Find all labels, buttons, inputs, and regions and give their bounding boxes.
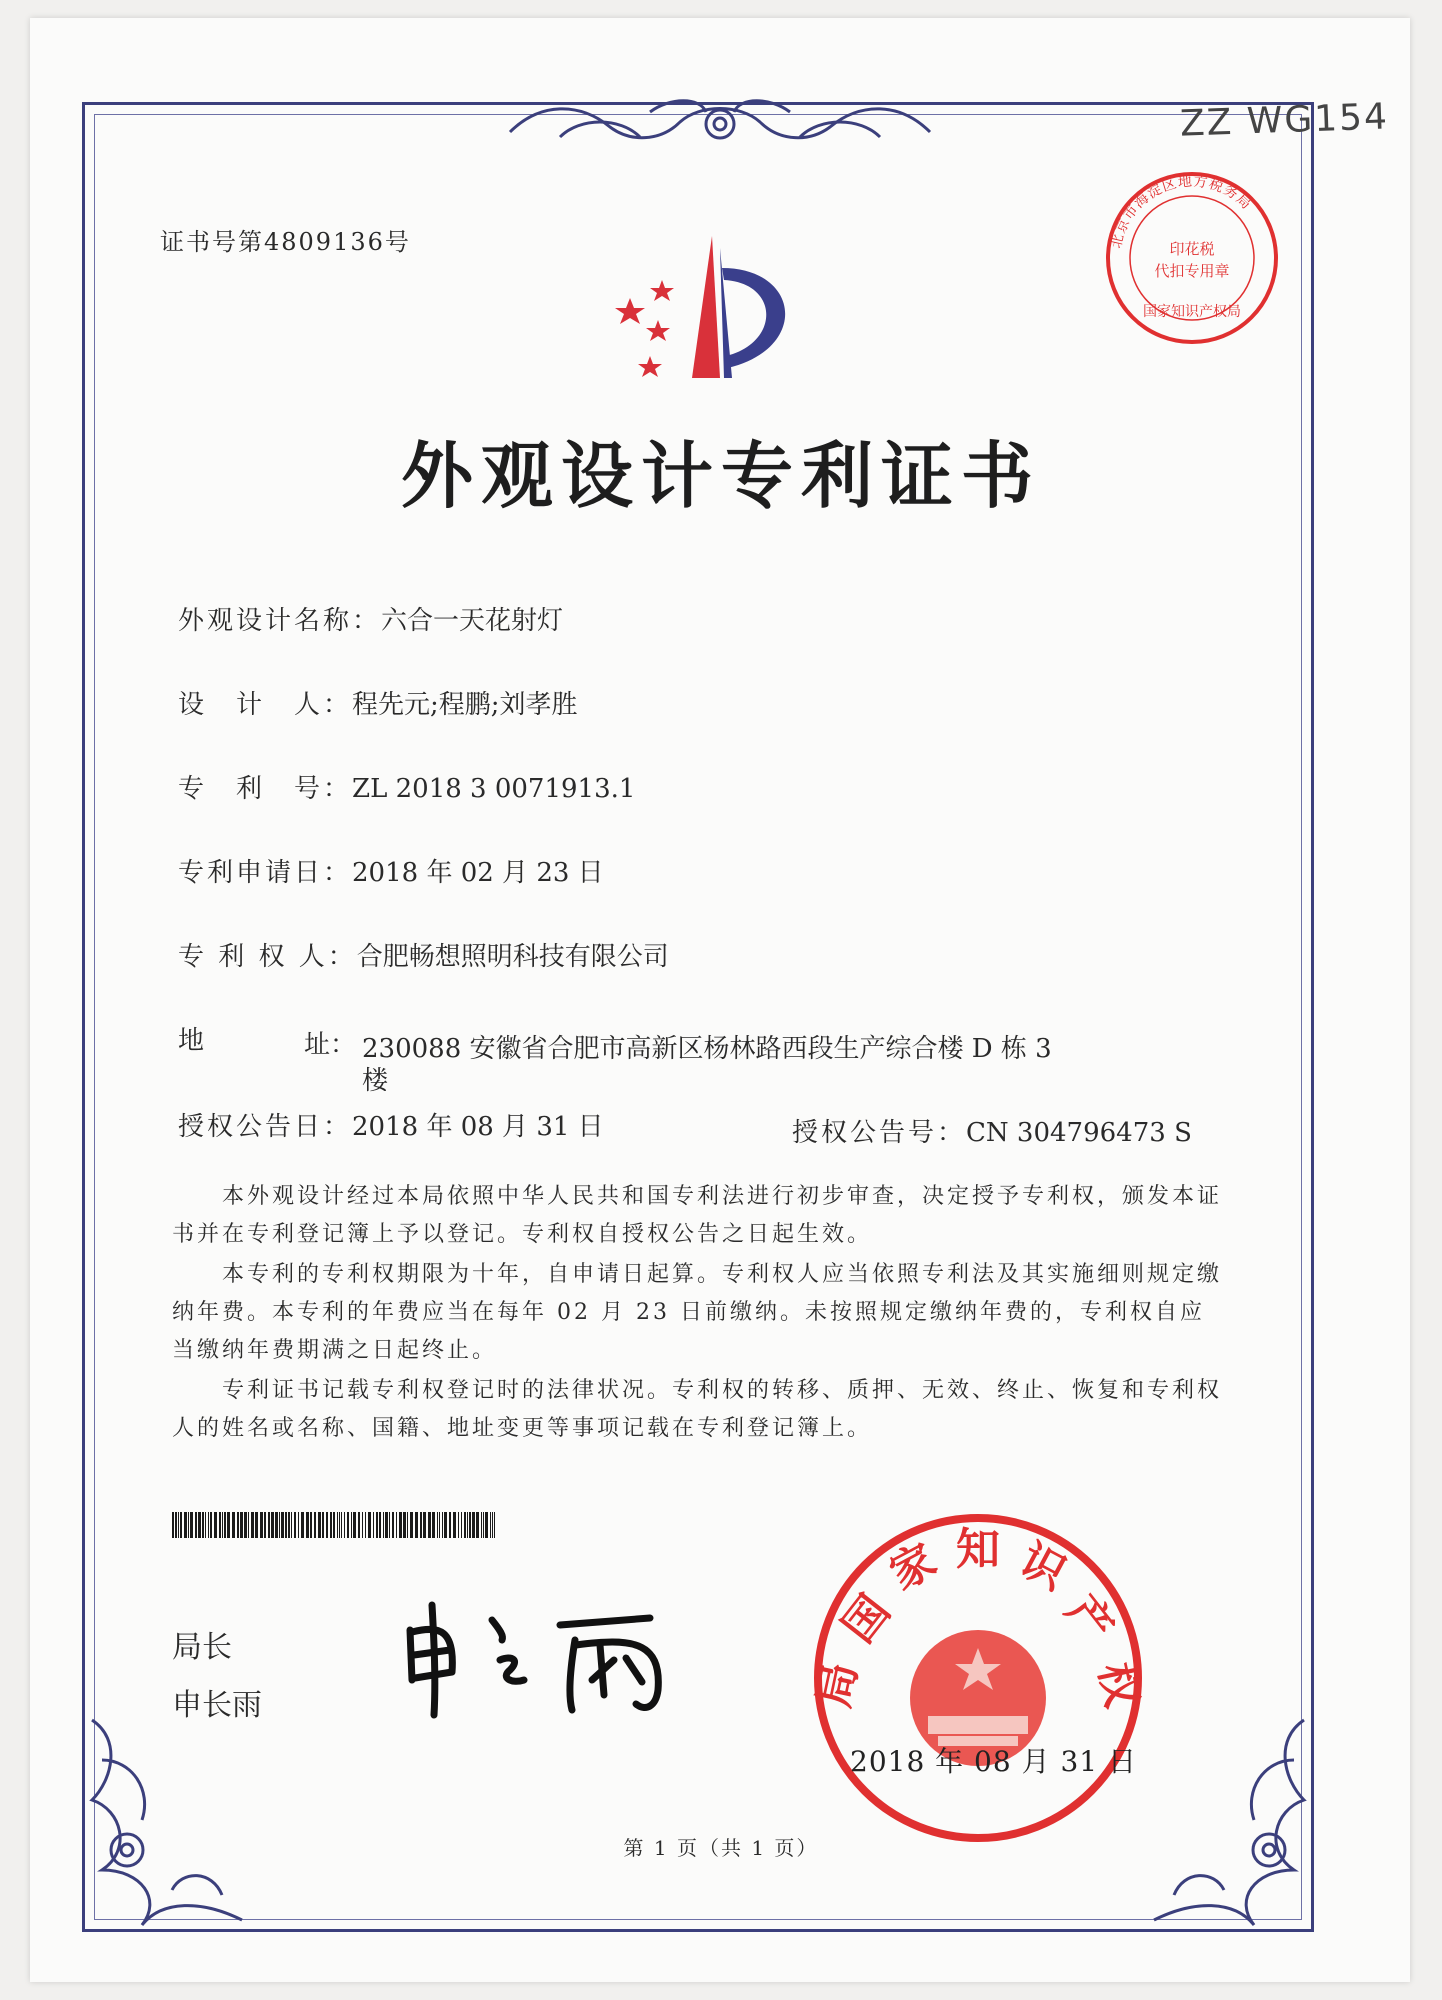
field-label: 授权公告号： [792,1118,967,1148]
issue-date: 2018 年 08 月 31 日 [850,1745,1138,1778]
field-address-label-left: 地 [178,1026,205,1056]
top-ornament [500,92,940,162]
certificate-number: 证书号第4809136号 [160,228,411,256]
field-label: 授权公告日： [178,1112,353,1142]
field-label: 专利申请日： [178,858,353,888]
director-signature [400,1600,700,1720]
field-value: 合肥畅想照明科技有限公司 [356,942,669,972]
field-value: CN 304796473 S [966,1118,1192,1148]
svg-text:局: 局 [808,1658,868,1712]
director-name: 申长雨 [172,1688,262,1723]
svg-text:产: 产 [1055,1586,1124,1653]
bottom-left-ornament [82,1700,252,1930]
field-value: 程先元;程鹏;刘孝胜 [352,690,578,720]
field-label: 专 利 权 人： [178,942,357,972]
field-announce-date [178,1106,604,1143]
svg-text:家: 家 [881,1534,945,1601]
field-value: 2018 年 08 月 31 日 [352,1112,604,1142]
patent-office-logo [600,228,820,388]
certificate-title: 外观设计专利证书 [400,434,1041,518]
field-value: ZL 2018 3 0071913.1 [352,774,636,804]
field-address-line1: 230088 安徽省合肥市高新区杨林路西段生产综合楼 D 栋 3 [362,1034,1052,1064]
field-label: 外观设计名称： [178,606,382,636]
svg-text:识: 识 [1011,1534,1075,1601]
field-address-line2: 楼 [362,1066,389,1096]
svg-text:权: 权 [1088,1658,1148,1712]
statement-paragraph-2: 本专利的专利权期限为十年，自申请日起算。专利权人应当依照专利法及其实施细则规定缴纳年费。本专利的年费应当在每年 02 月 23 日前缴纳。未按照规定缴纳年费的，专利权自应当缴纳年费期满之日起终止。 [172,1262,1223,1363]
tax-seal-center-line1: 印花税 [1169,240,1215,258]
field-label: 设 计 人： [178,690,353,720]
field-value: 六合一天花射灯 [381,606,564,636]
bottom-right-ornament [1144,1700,1314,1930]
field-design-name [178,600,563,637]
svg-text:国: 国 [832,1586,901,1653]
tax-seal-center-line2: 代扣专用章 [1154,262,1230,280]
office-seal-large [808,1508,1148,1848]
tax-seal-small [1100,166,1284,350]
director-title: 局长 [172,1630,232,1665]
statement-paragraph-3: 专利证书记载专利权登记时的法律状况。专利权的转移、质押、无效、终止、恢复和专利权人的姓名或名称、国籍、地址变更等事项记载在专利登记簿上。 [172,1378,1223,1441]
field-address-label-right: 址： [304,1030,357,1060]
page-number: 第 1 页（共 1 页） [623,1836,819,1860]
field-patentee [178,936,669,973]
field-patent-number [178,768,635,805]
field-value: 2018 年 02 月 23 日 [352,858,604,888]
field-filing-date [178,852,604,889]
svg-text:知: 知 [956,1524,1000,1575]
field-announce-number [792,1112,1192,1149]
field-label: 专 利 号： [178,774,353,804]
tax-seal-ring-text: 北京市海淀区地方税务局 [1108,173,1255,250]
field-designer [178,684,578,721]
barcode [172,1512,497,1538]
tax-seal-bottom-text: 国家知识产权局 [1143,304,1241,320]
statement-paragraph-1: 本外观设计经过本局依照中华人民共和国专利法进行初步审查，决定授予专利权，颁发本证书并在专利登记簿上予以登记。专利权自授权公告之日起生效。 [172,1184,1223,1247]
handwritten-note: ZZ WG154 [1179,96,1390,145]
